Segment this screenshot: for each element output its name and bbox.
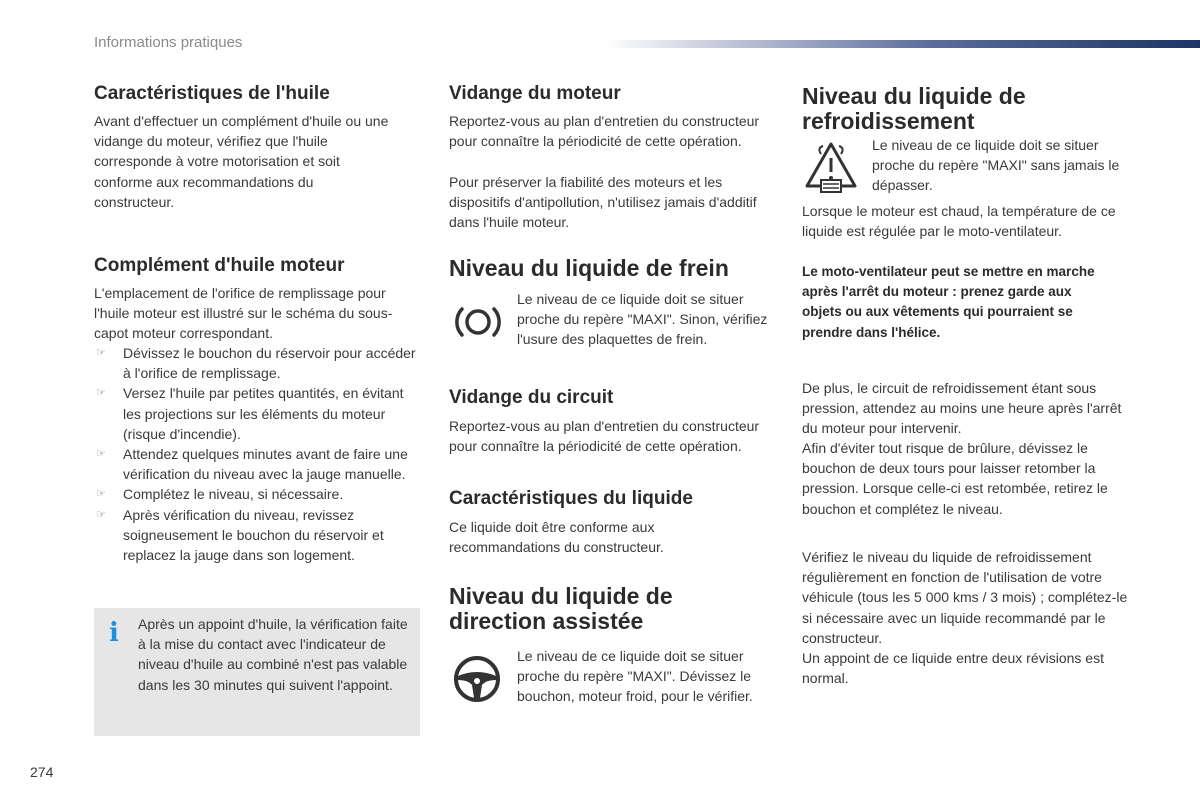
pointing-hand-icon: ☞	[96, 488, 106, 501]
oil-topup-steps	[94, 343, 420, 565]
list-item	[94, 505, 420, 566]
circuit-drain-text: Reportez-vous au plan d'entretien du constructeur pour connaître la périodicité de cette opération.	[449, 418, 760, 455]
oil-characteristics-title: Caractéristiques de l'huile	[94, 83, 330, 104]
coolant-fan-warning-icon	[803, 140, 859, 196]
engine-drain-title: Vidange du moteur	[449, 83, 621, 104]
oil-topup-title: Complément d'huile moteur	[94, 255, 345, 276]
list-item	[94, 383, 420, 444]
step-text: Après vérification du niveau, revissez soigneusement le bouchon du réservoir et replacez la jauge dans son logement.	[123, 506, 384, 564]
oil-topup-text: L'emplacement de l'orifice de remplissage pour l'huile moteur est illustré sur le schéma du sous-capot moteur correspondant.	[94, 285, 393, 342]
oil-characteristics-text: Avant d'effectuer un complément d'huile ou une vidange du moteur, vérifiez que l'huile corresponde à votre motorisation et soit conforme aux recommandations du constructeur.	[94, 113, 389, 210]
circuit-drain-title: Vidange du circuit	[449, 387, 614, 408]
fluid-characteristics-title: Caractéristiques du liquide	[449, 488, 693, 509]
brake-fluid-title: Niveau du liquide de frein	[449, 255, 729, 281]
pointing-hand-icon: ☞	[96, 347, 106, 359]
pointing-hand-icon: ☞	[96, 508, 106, 521]
coolant-check-text: Vérifiez le niveau du liquide de refroidissement régulièrement en fonction de l'utilisation de votre véhicule (tous les 5 000 kms / 3 mois) ; complétez-le si nécessaire avec un liquide recommandé par le constructeur.	[802, 549, 1128, 646]
list-item	[94, 343, 420, 383]
step-text: Attendez quelques minutes avant de faire une vérification du niveau avec la jauge manuelle.	[123, 446, 408, 483]
list-item	[94, 484, 420, 504]
steering-wheel-icon	[452, 654, 502, 704]
info-box-text: Après un appoint d'huile, la vérification faite à la mise du contact avec l'indicateur de niveau d'huile au combiné n'est pas valable dans les 30 minutes qui suivent l'appoint.	[138, 616, 408, 693]
step-text: Versez l'huile par petites quantités, en évitant les projections sur les éléments du moteur (risque d'incendie).	[123, 385, 404, 442]
coolant-pressure-text: De plus, le circuit de refroidissement étant sous pression, attendez au moins une heure après l'arrêt du moteur pour intervenir.	[802, 380, 1122, 437]
coolant-hot-text: Lorsque le moteur est chaud, la température de ce liquide est régulée par le moto-ventilateur.	[802, 203, 1116, 240]
header-decorative-bar	[604, 40, 1200, 48]
coolant-title: Niveau du liquide de refroidissement	[802, 83, 1026, 134]
brake-fluid-text: Le niveau de ce liquide doit se situer proche du repère "MAXI". Sinon, vérifiez l'usure des plaquettes de frein.	[517, 291, 768, 348]
fan-warning-text: Le moto-ventilateur peut se mettre en marche après l'arrêt du moteur : prenez garde aux objets ou aux vêtements qui pourraient se prendre dans l'hélice.	[802, 264, 1095, 340]
step-text: Complétez le niveau, si nécessaire.	[123, 486, 344, 503]
brake-warning-icon	[454, 302, 502, 342]
pointing-hand-icon: ☞	[96, 387, 106, 400]
pointing-hand-icon: ☞	[96, 448, 106, 461]
step-text: Dévissez le bouchon du réservoir pour accéder à l'orifice de remplissage.	[123, 345, 416, 382]
engine-drain-text-2: Pour préserver la fiabilité des moteurs et les dispositifs d'antipollution, n'utilisez jamais d'additif dans l'huile moteur.	[449, 174, 757, 231]
info-box	[94, 608, 420, 736]
coolant-level-text: Le niveau de ce liquide doit se situer proche du repère "MAXI" sans jamais le dépasser.	[872, 137, 1120, 194]
page-number: 274	[30, 764, 54, 780]
info-icon: i	[109, 618, 119, 648]
fluid-characteristics-text: Ce liquide doit être conforme aux recommandations du constructeur.	[449, 519, 664, 556]
header-section-title: Informations pratiques	[94, 34, 243, 51]
list-item	[94, 444, 420, 484]
power-steering-title: Niveau du liquide de direction assistée	[449, 583, 673, 634]
coolant-topup-text: Un appoint de ce liquide entre deux révisions est normal.	[802, 650, 1104, 687]
power-steering-text: Le niveau de ce liquide doit se situer proche du repère "MAXI". Dévissez le bouchon, moteur froid, pour le vérifier.	[517, 648, 753, 705]
engine-drain-text: Reportez-vous au plan d'entretien du constructeur pour connaître la périodicité de cette opération.	[449, 113, 760, 150]
coolant-burn-text: Afin d'éviter tout risque de brûlure, dévissez le bouchon de deux tours pour laisser retomber la pression. Lorsque celle-ci est retombée, retirez le bouchon et complétez le niveau.	[802, 440, 1108, 517]
